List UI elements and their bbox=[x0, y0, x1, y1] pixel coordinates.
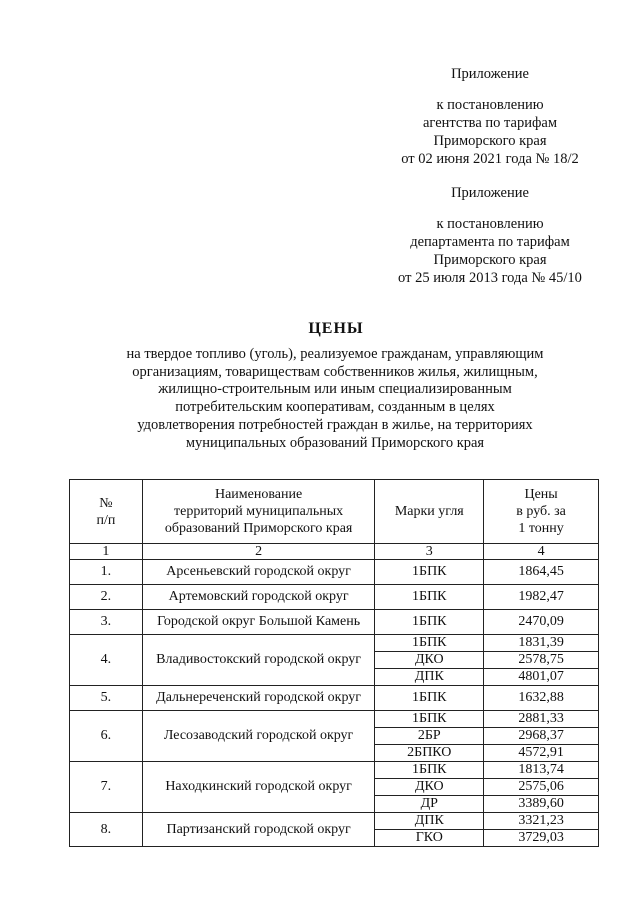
row-price: 2575,06 bbox=[484, 779, 599, 796]
row-price: 1982,47 bbox=[484, 585, 599, 610]
row-price: 1831,39 bbox=[484, 635, 599, 652]
row-brand: 2БПКО bbox=[375, 745, 484, 762]
header-price-line: Цены bbox=[524, 487, 558, 502]
row-price: 4801,07 bbox=[484, 669, 599, 686]
row-price: 1813,74 bbox=[484, 762, 599, 779]
row-num: 5. bbox=[70, 686, 143, 711]
row-brand: ДПК bbox=[375, 669, 484, 686]
column-number: 4 bbox=[484, 544, 599, 560]
row-territory: Лесозаводский городской округ bbox=[142, 711, 375, 762]
row-brand: 2БР bbox=[375, 728, 484, 745]
row-brand: 1БПК bbox=[375, 686, 484, 711]
appendix-line: к постановлению bbox=[436, 97, 544, 113]
row-brand: ДКО bbox=[375, 652, 484, 669]
subtitle-line: удовлетворения потребностей граждан в жилье, на территориях bbox=[137, 416, 533, 433]
row-territory: Владивостокский городской округ bbox=[142, 635, 375, 686]
subtitle-line: жилищно-строительным или иным специализированным bbox=[158, 381, 512, 398]
header-name-line: образований Приморского края bbox=[164, 521, 353, 536]
column-number-row bbox=[70, 544, 599, 560]
row-num: 2. bbox=[70, 585, 143, 610]
appendix-line: департамента по тарифам bbox=[410, 234, 570, 250]
header-price-line: 1 тонну bbox=[518, 521, 564, 536]
row-price: 1864,45 bbox=[484, 560, 599, 585]
row-brand: 1БПК bbox=[375, 610, 484, 635]
price-table bbox=[69, 479, 599, 847]
column-number: 1 bbox=[70, 544, 143, 560]
appendix-line: от 25 июля 2013 года № 45/10 bbox=[398, 270, 582, 286]
appendix-block-department bbox=[360, 184, 620, 287]
row-price: 2881,33 bbox=[484, 711, 599, 728]
column-number: 3 bbox=[375, 544, 484, 560]
header-name bbox=[142, 480, 375, 544]
row-num: 8. bbox=[70, 813, 143, 847]
appendix-line: от 02 июня 2021 года № 18/2 bbox=[401, 151, 579, 167]
row-price: 2578,75 bbox=[484, 652, 599, 669]
header-num-line: № bbox=[99, 495, 113, 511]
table-row bbox=[70, 560, 599, 585]
row-brand: 1БПК bbox=[375, 560, 484, 585]
table-row bbox=[70, 635, 599, 652]
row-territory: Дальнереченский городской округ bbox=[142, 686, 375, 711]
appendix-line: Приморского края bbox=[433, 133, 547, 149]
row-brand: ГКО bbox=[375, 830, 484, 847]
table-row bbox=[70, 711, 599, 728]
header-name-line: Наименование bbox=[214, 487, 303, 502]
header-row bbox=[70, 480, 599, 544]
row-brand: 1БПК bbox=[375, 635, 484, 652]
row-brand: ДКО bbox=[375, 779, 484, 796]
subtitle-line: потребительским кооперативам, созданным в целях bbox=[175, 399, 495, 416]
row-price: 3729,03 bbox=[484, 830, 599, 847]
row-territory: Артемовский городской округ bbox=[142, 585, 375, 610]
header-name-line: территорий муниципальных bbox=[174, 504, 344, 519]
row-num: 3. bbox=[70, 610, 143, 635]
row-brand: ДР bbox=[375, 796, 484, 813]
row-price: 3389,60 bbox=[484, 796, 599, 813]
table-row bbox=[70, 762, 599, 779]
row-price: 1632,88 bbox=[484, 686, 599, 711]
subtitle-line: организациям, товариществам собственников жилья, жилищным, bbox=[132, 363, 538, 380]
document-title: ЦЕНЫ bbox=[308, 320, 364, 337]
row-territory: Партизанский городской округ bbox=[142, 813, 375, 847]
row-num: 6. bbox=[70, 711, 143, 762]
appendix-line: Приморского края bbox=[433, 252, 547, 268]
row-num: 4. bbox=[70, 635, 143, 686]
subtitle-line: муниципальных образований Приморского края bbox=[185, 434, 485, 451]
row-price: 3321,23 bbox=[484, 813, 599, 830]
table-row bbox=[70, 585, 599, 610]
column-number: 2 bbox=[142, 544, 375, 560]
row-num: 7. bbox=[70, 762, 143, 813]
row-price: 2968,37 bbox=[484, 728, 599, 745]
header-price-line: в руб. за bbox=[516, 504, 566, 519]
appendix-word: Приложение bbox=[451, 66, 529, 82]
appendix-line: к постановлению bbox=[436, 216, 544, 232]
document-subtitle bbox=[100, 346, 570, 452]
table-row bbox=[70, 610, 599, 635]
row-brand: ДПК bbox=[375, 813, 484, 830]
table-row bbox=[70, 686, 599, 711]
header-brand-line: Марки угля bbox=[394, 504, 464, 519]
header-brand bbox=[375, 480, 484, 544]
row-price: 2470,09 bbox=[484, 610, 599, 635]
row-brand: 1БПК bbox=[375, 585, 484, 610]
subtitle-line: на твердое топливо (уголь), реализуемое гражданам, управляющим bbox=[126, 346, 544, 362]
row-price: 4572,91 bbox=[484, 745, 599, 762]
appendix-line: агентства по тарифам bbox=[423, 115, 557, 131]
header-num-line: п/п bbox=[96, 512, 116, 528]
header-price bbox=[484, 480, 599, 544]
row-brand: 1БПК bbox=[375, 711, 484, 728]
row-brand: 1БПК bbox=[375, 762, 484, 779]
appendix-word: Приложение bbox=[451, 185, 529, 201]
table-row bbox=[70, 813, 599, 830]
appendix-block-agency bbox=[360, 65, 620, 168]
row-territory: Городской округ Большой Камень bbox=[142, 610, 375, 635]
header-num bbox=[70, 480, 143, 544]
row-territory: Арсеньевский городской округ bbox=[142, 560, 375, 585]
row-num: 1. bbox=[70, 560, 143, 585]
row-territory: Находкинский городской округ bbox=[142, 762, 375, 813]
